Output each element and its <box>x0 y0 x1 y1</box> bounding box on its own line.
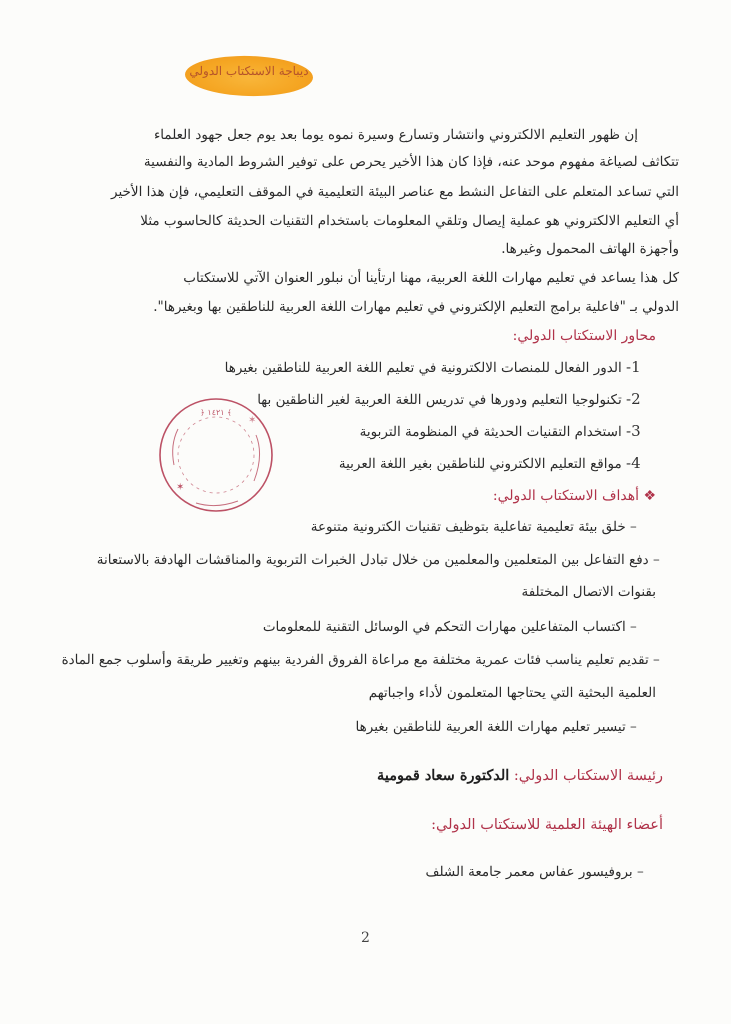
axis-text: الدور الفعال للمنصات الالكترونية في تعليم اللغة العربية للناطقين بغيرها <box>224 360 622 376</box>
intro-line: وأجهزة الهاتف المحمول وغيرها. <box>501 241 679 257</box>
axis-number: 1- <box>626 358 641 376</box>
committee-member <box>425 863 663 881</box>
axis-item <box>225 358 656 377</box>
page-title: ديباجة الاستكتاب الدولي <box>189 64 309 78</box>
goal-text: دفع التفاعل بين المتعلمين والمعلمين من خلال تبادل الخبرات التربوية والمناقشات الهادفة بالاستعانة <box>96 552 649 568</box>
chair-label: رئيسة الاستكتاب الدولي: <box>513 768 663 784</box>
svg-text:✶: ✶ <box>248 415 257 426</box>
goal-item <box>356 718 656 736</box>
goal-item <box>62 651 679 669</box>
goals-heading <box>493 487 656 505</box>
chair-name: الدكتورة سعاد قمومية <box>377 767 510 784</box>
dash-bullet-icon: – <box>630 519 637 535</box>
svg-text:﴿ ١٤٢١ ﴾: ﴿ ١٤٢١ ﴾ <box>200 408 232 417</box>
dash-bullet-icon: – <box>630 719 637 735</box>
official-stamp-icon <box>156 395 276 515</box>
goal-text: تيسير تعليم مهارات اللغة العربية للناطقين بغيرها <box>355 719 626 735</box>
axis-number: 3- <box>626 422 641 440</box>
goal-text: اكتساب المتفاعلين مهارات التحكم في الوسائل التقنية للمعلومات <box>262 619 626 635</box>
intro-line: كل هذا يساعد في تعليم مهارات اللغة العربية، مهنا ارتأينا أن نبلور العنوان الآتي للاستكتاب <box>183 270 679 286</box>
axis-item <box>339 454 656 473</box>
goals-heading-text: أهداف الاستكتاب الدولي: <box>492 488 639 504</box>
committee-heading: أعضاء الهيئة العلمية للاستكتاب الدولي: <box>431 817 663 833</box>
axis-text: تكنولوجيا التعليم ودورها في تدريس اللغة العربية لغير الناطقين بها <box>257 392 622 408</box>
goal-text: تقديم تعليم يناسب فئات عمرية مختلفة مع مراعاة الفروق الفردية بينهم وتغيير طريقة وأسلوب جمع المادة <box>61 652 649 668</box>
intro-line: التي تساعد المتعلم على التفاعل النشط مع عناصر البيئة التعليمية في الموقف التعليمي، فإن هذا الأخير <box>111 184 679 200</box>
intro-line: تتكاثف لصياغة مفهوم موحد عنه، فإذا كان هذا الأخير يحرص على توفير الشروط المادية والنفسية <box>143 154 679 170</box>
intro-line: إن ظهور التعليم الالكتروني وانتشار وتسارع وسيرة نموه يوما بعد يوم جعل جهود العلماء <box>153 127 638 143</box>
goal-item <box>311 518 656 536</box>
intro-line: أي التعليم الالكتروني هو عملية إيصال وتلقي المعلومات باستخدام التقنيات الحديثة كالحاسوب مثلا <box>140 213 679 229</box>
intro-line: الدولي بـ "فاعلية برامج التعليم الإلكتروني في تعليم مهارات اللغة العربية للناطقين بها وبغيرها". <box>153 299 679 315</box>
axis-number: 2- <box>626 390 641 408</box>
axis-number: 4- <box>626 454 641 472</box>
axis-text: مواقع التعليم الالكتروني للناطقين بغير اللغة العربية <box>338 456 622 472</box>
goal-text: خلق بيئة تعليمية تفاعلية بتوظيف تقنيات الكترونية متنوعة <box>310 519 626 535</box>
axis-item <box>257 390 656 409</box>
dash-bullet-icon: – <box>653 652 660 668</box>
diamond-bullet-icon: ❖ <box>643 488 656 504</box>
goal-continuation: بقنوات الاتصال المختلفة <box>521 584 656 600</box>
axes-heading: محاور الاستكتاب الدولي: <box>512 328 656 344</box>
chair-line <box>377 767 663 785</box>
axis-item <box>360 422 656 441</box>
goal-continuation: العلمية البحثية التي يحتاجها المتعلمون لأداء واجباتهم <box>368 685 656 701</box>
member-text: بروفيسور عفاس معمر جامعة الشلف <box>425 864 633 880</box>
svg-text:✶: ✶ <box>176 482 185 493</box>
axis-text: استخدام التقنيات الحديثة في المنظومة التربوية <box>359 424 622 440</box>
dash-bullet-icon: – <box>630 619 637 635</box>
page-number: 2 <box>361 930 370 946</box>
dash-bullet-icon: – <box>637 864 644 880</box>
goal-item <box>263 618 656 636</box>
goal-item <box>97 551 679 569</box>
dash-bullet-icon: – <box>653 552 660 568</box>
